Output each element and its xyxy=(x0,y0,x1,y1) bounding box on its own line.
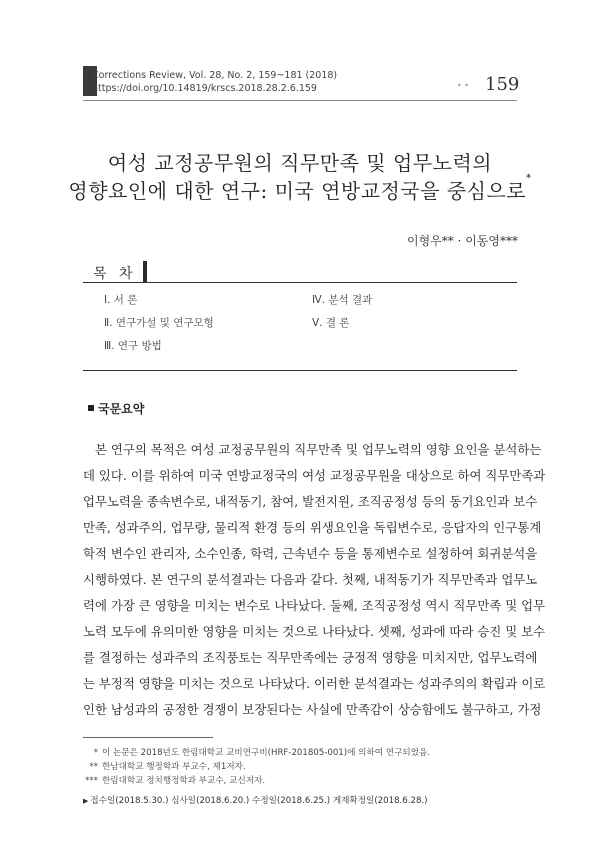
footnote xyxy=(84,760,246,772)
abstract-line: 를 결정하는 성과주의 조직풍토는 직무만족에는 긍정적 영향을 미치지만, 업무노력에 xyxy=(83,650,538,665)
header-divider xyxy=(83,100,517,101)
footnote xyxy=(84,774,265,786)
abstract-line: 학적 변수인 관리자, 소수인종, 학력, 근속년수 등을 통제변수로 설정하여 회귀분석을 xyxy=(83,546,538,561)
abstract-line: 만족, 성과주의, 업무량, 물리적 환경 등의 위생요인을 독립변수로, 응답자의 인구통계 xyxy=(83,520,542,535)
toc-bottom-rule xyxy=(83,370,517,371)
submission-dates-text: 접수일(2018.5.30.) 심사일(2018.6.20.) 수정일(2018.6.25.) 게재확정일(2018.6.28.) xyxy=(90,796,428,806)
footnote-divider xyxy=(83,737,213,738)
footnote-text: 이 논문은 2018년도 한림대학교 교비연구비(HRF-201805-001)에 의하여 연구되었음. xyxy=(102,748,431,758)
abstract-line: 본 연구의 목적은 여성 교정공무원의 직무만족 및 업무노력의 영향 요인을 분석하는 xyxy=(95,442,542,457)
toc-top-rule xyxy=(83,282,517,283)
submission-dates xyxy=(83,794,428,806)
page-number: 159 xyxy=(485,74,520,95)
footnote-mark: ** xyxy=(89,762,98,772)
footnote xyxy=(84,746,430,758)
abstract-line: 업무노력을 종속변수로, 내적동기, 참여, 발전지원, 조직공정성 등의 동기요인과 보수 xyxy=(83,494,538,509)
square-bullet-icon xyxy=(88,405,94,411)
paper-title-line-2 xyxy=(0,175,600,204)
doi-link[interactable]: https://doi.org/10.14819/krscs.2018.28.2.6.159 xyxy=(92,83,317,94)
toc-item: Ⅳ. 분석 결과 xyxy=(312,294,373,306)
paper-title-line-2-text: 영향요인에 대한 연구: 미국 연방교정국을 중심으로 xyxy=(68,179,527,203)
triangle-right-icon: ▶ xyxy=(83,797,89,805)
abstract-line: 인한 남성과의 공정한 경쟁이 보장된다는 사실에 만족감이 상승함에도 불구하고, 가정 xyxy=(83,702,542,717)
abstract-line: 는 부정적 영향을 미치는 것으로 나타났다. 이러한 분석결과는 성과주의의 확립과 이로 xyxy=(83,676,546,691)
page-marker: • • xyxy=(457,81,469,90)
abstract-line: 노력 모두에 유의미한 영향을 미치는 것으로 나타났다. 셋째, 성과에 따라 승진 및 보수 xyxy=(83,624,546,639)
authors: 이형우** · 이동영*** xyxy=(407,234,518,248)
toc-item: Ⅲ. 연구 방법 xyxy=(104,340,162,352)
journal-citation: Corrections Review, Vol. 28, No. 2, 159~181 (2018) xyxy=(92,70,338,81)
abstract-heading: 국문요약 xyxy=(98,402,145,416)
abstract-line: 데 있다. 이를 위하여 미국 연방교정국의 여성 교정공무원을 대상으로 하여 직무만족과 xyxy=(83,468,546,483)
footnote-mark: *** xyxy=(85,776,98,786)
abstract-line: 력에 가장 큰 영향을 미치는 변수로 나타났다. 둘째, 조직공정성 역시 직무만족 및 업무 xyxy=(83,598,546,613)
footnote-mark: * xyxy=(93,748,98,758)
toc-heading: 목 차 xyxy=(93,266,137,282)
toc-tab-marker xyxy=(143,261,147,283)
toc-item: Ⅱ. 연구가설 및 연구모형 xyxy=(104,317,214,329)
abstract-line: 시행하였다. 본 연구의 분석결과는 다음과 같다. 첫째, 내적동기가 직무만족과 업무노 xyxy=(83,572,538,587)
footnote-text: 한림대학교 정치행정학과 부교수, 교신저자. xyxy=(102,776,266,786)
title-footnote-mark: * xyxy=(526,173,532,184)
toc-item: Ⅰ. 서 론 xyxy=(104,294,138,306)
toc-item: Ⅴ. 결 론 xyxy=(312,317,350,329)
paper-title-line-1: 여성 교정공무원의 직무만족 및 업무노력의 xyxy=(107,151,493,175)
footnote-text: 한남대학교 행정학과 부교수, 제1저자. xyxy=(102,762,246,772)
